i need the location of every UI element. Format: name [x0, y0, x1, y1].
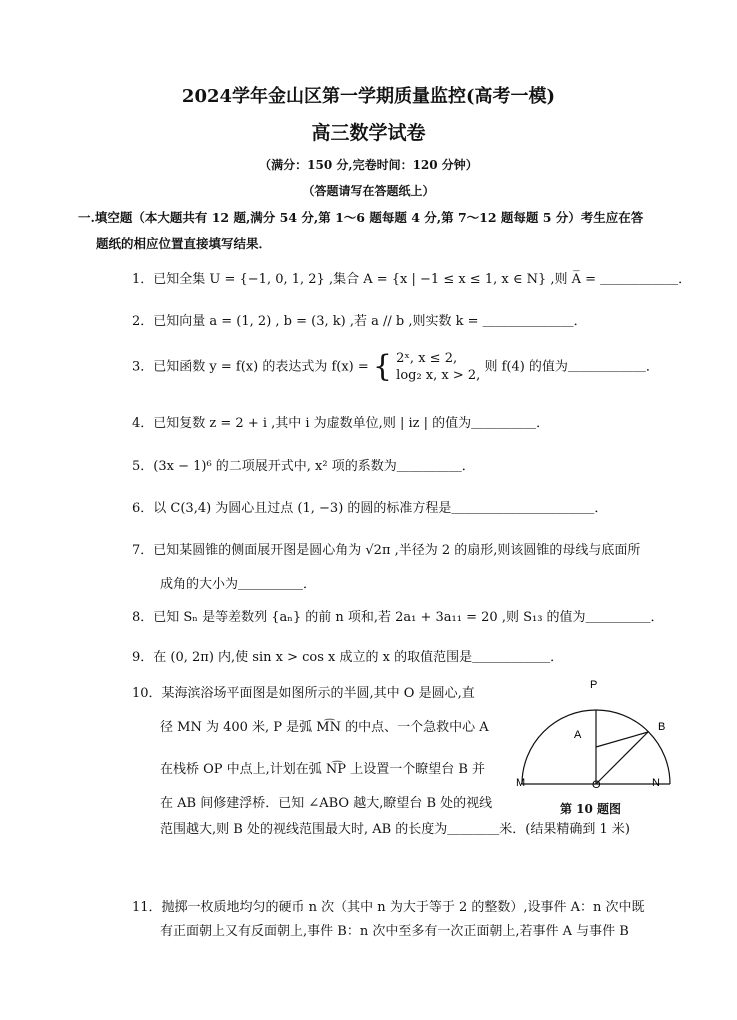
section-heading-cont: 题纸的相应位置直接填写结果．: [96, 236, 272, 251]
question-11-line2: 有正面朝上又有反面朝上,事件 B：n 次中至多有一次正面朝上,若事件 A 与事件 B: [160, 924, 629, 939]
exam-note: （答题请写在答题纸上）: [302, 184, 435, 198]
label-P: P: [590, 679, 598, 691]
question-4: 4．已知复数 z = 2 + i ,其中 i 为虚数单位,则 | iz | 的值为＿＿＿＿＿．: [132, 416, 550, 431]
question-9: 9．在 (0, 2π) 内,使 sin x > cos x 成立的 x 的取值范围是＿＿＿＿＿＿．: [132, 650, 564, 665]
exam-info: （满分：150 分,完卷时间：120 分钟）: [259, 158, 478, 172]
question-7-cont: 成角的大小为＿＿＿＿＿．: [160, 577, 317, 592]
label-B: B: [658, 721, 666, 733]
question-1: 1．已知全集 U = {−1, 0, 1, 2} ,集合 A = {x | −1 ≤ x ≤ 1, x ∈ N} ,则 A̅ = ＿＿＿＿＿＿．: [132, 272, 692, 287]
piecewise-cases: [396, 350, 480, 384]
question-11: 11．抛掷一枚质地均匀的硬币 n 次（其中 n 为大于等于 2 的整数）,设事件 A：n 次中既: [132, 900, 645, 915]
question-3: [132, 350, 659, 384]
question-10-line3: 在栈桥 OP 中点上,计划在弧 N͡P 上设置一个瞭望台 B 并: [160, 762, 486, 777]
exam-subtitle: 高三数学试卷: [311, 122, 426, 144]
label-A: A: [574, 729, 582, 741]
figure-caption: 第 10 题图: [560, 802, 622, 816]
label-M: M: [516, 777, 526, 789]
section-heading: 一.填空题（本大题共有 12 题,满分 54 分,第 1～6 题每题 4 分,第 7～12 题每题 5 分）考生应在答: [78, 210, 644, 225]
question-5: 5．(3x − 1)⁶ 的二项展开式中, x² 项的系数为＿＿＿＿＿．: [132, 459, 475, 474]
piecewise-brace: {: [372, 349, 393, 384]
question-10: 10．某海滨浴场平面图是如图所示的半圆,其中 O 是圆心,直: [132, 686, 475, 701]
question-10-line4: 在 AB 间修建浮桥．已知 ∠ABO 越大,瞭望台 B 处的视线: [160, 796, 493, 811]
question-2: 2．已知向量 a = (1, 2) , b = (3, k) ,若 a // b ,则实数 k = ＿＿＿＿＿＿＿．: [132, 314, 587, 329]
piecewise-case-2: log₂ x, x > 2,: [396, 368, 481, 383]
question-3-stem: 3．已知函数 y = f(x) 的表达式为 f(x) =: [132, 359, 369, 375]
question-8: 8．已知 Sₙ 是等差数列 {aₙ} 的前 n 项和,若 2a₁ + 3a₁₁ = 20 ,则 S₁₃ 的值为＿＿＿＿＿．: [132, 610, 664, 625]
exam-title: 2024学年金山区第一学期质量监控(高考一模): [181, 86, 556, 107]
question-10-line5: 范围越大,则 B 处的视线范围最大时, AB 的长度为＿＿＿＿米．(结果精确到 1 米): [160, 822, 630, 837]
question-10-line2: 径 MN 为 400 米, P 是弧 M͡N 的中点、一个急救中心 A: [160, 720, 489, 735]
label-N: N: [652, 777, 660, 789]
question-3-end: 则 f(4) 的值为＿＿＿＿＿＿．: [484, 359, 659, 375]
piecewise-case-1: 2ˣ, x ≤ 2,: [396, 351, 458, 366]
label-O: O: [592, 779, 601, 791]
question-6: 6．以 C(3,4) 为圆心且过点 (1, −3) 的圆的标准方程是＿＿＿＿＿＿＿＿＿＿＿．: [132, 501, 608, 516]
question-7: 7．已知某圆锥的侧面展开图是圆心角为 √2π ,半径为 2 的扇形,则该圆锥的母线与底面所: [132, 543, 641, 558]
